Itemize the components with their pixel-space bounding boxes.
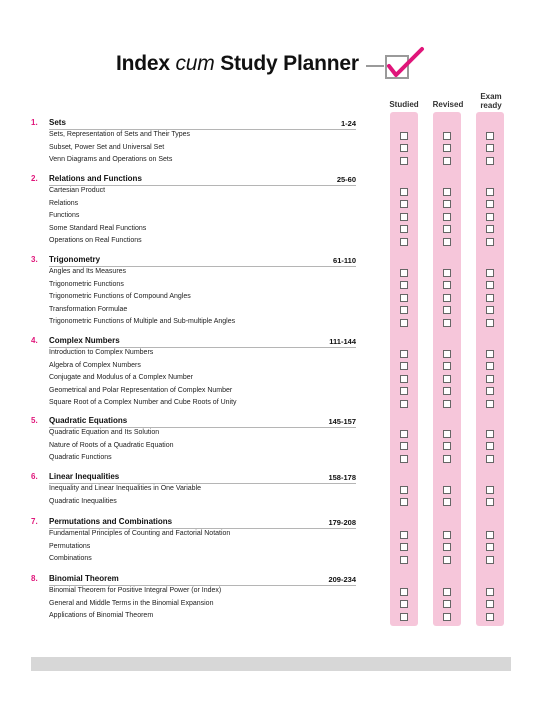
exam-ready-checkbox[interactable] xyxy=(486,498,494,506)
revised-checkbox[interactable] xyxy=(443,430,451,438)
revised-checkbox[interactable] xyxy=(443,362,451,370)
studied-checkbox[interactable] xyxy=(400,442,408,450)
chapter-title: Complex Numbers xyxy=(49,336,120,345)
exam-ready-checkbox[interactable] xyxy=(486,294,494,302)
exam-ready-checkbox[interactable] xyxy=(486,238,494,246)
revised-checkbox[interactable] xyxy=(443,200,451,208)
revised-checkbox[interactable] xyxy=(443,543,451,551)
chapter-title: Quadratic Equations xyxy=(49,416,128,425)
chapter-pages: 1-24 xyxy=(340,118,356,128)
chapter-rule xyxy=(49,528,356,529)
chapter-number: 3. xyxy=(31,255,38,264)
topic-item: Permutations xyxy=(49,542,91,550)
exam-ready-checkbox[interactable] xyxy=(486,319,494,327)
topic-item: Quadratic Functions xyxy=(49,454,112,462)
revised-checkbox[interactable] xyxy=(443,498,451,506)
chapter-number: 5. xyxy=(31,416,38,425)
studied-checkbox[interactable] xyxy=(400,455,408,463)
studied-checkbox[interactable] xyxy=(400,281,408,289)
studied-checkbox[interactable] xyxy=(400,613,408,621)
revised-checkbox[interactable] xyxy=(443,157,451,165)
revised-checkbox[interactable] xyxy=(443,350,451,358)
chapter-number: 6. xyxy=(31,472,38,481)
topic-item: Nature of Roots of a Quadratic Equation xyxy=(49,441,174,449)
studied-checkbox[interactable] xyxy=(400,531,408,539)
studied-checkbox[interactable] xyxy=(400,157,408,165)
exam-ready-checkbox[interactable] xyxy=(486,157,494,165)
exam-ready-checkbox[interactable] xyxy=(486,132,494,140)
chapter-rule xyxy=(49,483,356,484)
chapter-number: 8. xyxy=(31,574,38,583)
exam-ready-checkbox[interactable] xyxy=(486,556,494,564)
chapter-number: 4. xyxy=(31,336,38,345)
studied-checkbox[interactable] xyxy=(400,543,408,551)
chapter-rule xyxy=(49,585,356,586)
exam-ready-checkbox[interactable] xyxy=(486,613,494,621)
exam-ready-checkbox[interactable] xyxy=(486,430,494,438)
chapter-pages: 61-110 xyxy=(333,255,356,265)
revised-checkbox[interactable] xyxy=(443,375,451,383)
topic-item: Quadratic Equation and Its Solution xyxy=(49,429,160,436)
studied-checkbox[interactable] xyxy=(400,350,408,358)
revised-checkbox[interactable] xyxy=(443,588,451,596)
studied-checkbox[interactable] xyxy=(400,430,408,438)
studied-checkbox[interactable] xyxy=(400,294,408,302)
studied-checkbox[interactable] xyxy=(400,306,408,314)
topic-item: Quadratic Inequalities xyxy=(49,497,117,505)
topic-item: Fundamental Principles of Counting and Factorial Notation xyxy=(49,530,231,537)
topic-item: Cartesian Product xyxy=(49,187,106,194)
exam-ready-checkbox[interactable] xyxy=(486,350,494,358)
revised-checkbox[interactable] xyxy=(443,281,451,289)
revised-checkbox[interactable] xyxy=(443,400,451,408)
exam-ready-checkbox[interactable] xyxy=(486,531,494,539)
chapter-rule xyxy=(49,185,356,186)
chapter-rule xyxy=(49,266,356,267)
studied-checkbox[interactable] xyxy=(400,225,408,233)
exam-ready-checkbox[interactable] xyxy=(486,400,494,408)
revised-checkbox[interactable] xyxy=(443,238,451,246)
chapter-number: 2. xyxy=(31,174,38,183)
topic-item: Relations xyxy=(49,199,79,207)
revised-checkbox[interactable] xyxy=(443,531,451,539)
revised-checkbox[interactable] xyxy=(443,442,451,450)
revised-checkbox[interactable] xyxy=(443,294,451,302)
chapter-rule xyxy=(49,347,356,348)
studied-checkbox[interactable] xyxy=(400,486,408,494)
topic-item: Trigonometric Functions xyxy=(49,280,124,288)
studied-checkbox[interactable] xyxy=(400,387,408,395)
chapter-title: Trigonometry xyxy=(49,255,101,264)
topic-item: Operations on Real Functions xyxy=(49,237,142,245)
studied-checkbox[interactable] xyxy=(400,400,408,408)
exam-ready-checkbox[interactable] xyxy=(486,375,494,383)
exam-ready-line1: Exam xyxy=(480,92,502,101)
chapter-pages: 111-144 xyxy=(329,336,356,346)
exam-ready-checkbox[interactable] xyxy=(486,144,494,152)
exam-ready-checkbox[interactable] xyxy=(486,306,494,314)
title-post: Study Planner xyxy=(214,52,359,75)
chapter-rule xyxy=(49,129,356,130)
chapter-pages: 179-208 xyxy=(328,517,356,527)
chapter-title: Relations and Functions xyxy=(49,174,142,183)
studied-checkbox[interactable] xyxy=(400,600,408,608)
topic-item: Angles and Its Measures xyxy=(49,268,127,275)
exam-ready-checkbox[interactable] xyxy=(486,213,494,221)
topic-item: Binomial Theorem for Positive Integral Power (or Index) xyxy=(49,587,222,594)
topic-item: Conjugate and Modulus of a Complex Number xyxy=(49,374,193,382)
exam-ready-checkbox[interactable] xyxy=(486,269,494,277)
exam-ready-line2: ready xyxy=(480,101,502,110)
studied-checkbox[interactable] xyxy=(400,588,408,596)
chapter-title: Binomial Theorem xyxy=(49,574,119,583)
exam-ready-checkbox[interactable] xyxy=(486,200,494,208)
exam-ready-checkbox[interactable] xyxy=(486,455,494,463)
studied-checkbox[interactable] xyxy=(400,319,408,327)
chapter-pages: 158-178 xyxy=(328,472,356,482)
revised-checkbox[interactable] xyxy=(443,269,451,277)
revised-checkbox[interactable] xyxy=(443,306,451,314)
title-mid: cum xyxy=(175,52,215,75)
exam-ready-checkbox[interactable] xyxy=(486,486,494,494)
topic-item: Inequality and Linear Inequalities in One Variable xyxy=(49,485,202,492)
exam-ready-checkbox[interactable] xyxy=(486,188,494,196)
revised-checkbox[interactable] xyxy=(443,144,451,152)
studied-checkbox[interactable] xyxy=(400,132,408,140)
topic-item: Subset, Power Set and Universal Set xyxy=(49,143,165,151)
topic-item: Combinations xyxy=(49,555,92,563)
exam-ready-checkbox[interactable] xyxy=(486,543,494,551)
column-header-revised: Revised xyxy=(432,100,464,109)
chapter-title: Permutations and Combinations xyxy=(49,517,173,526)
revised-checkbox[interactable] xyxy=(443,455,451,463)
topic-item: Some Standard Real Functions xyxy=(49,224,147,232)
chapter-number: 7. xyxy=(31,517,38,526)
revised-checkbox[interactable] xyxy=(443,613,451,621)
revised-checkbox[interactable] xyxy=(443,556,451,564)
topic-item: Algebra of Complex Numbers xyxy=(49,361,141,369)
topic-item: Venn Diagrams and Operations on Sets xyxy=(49,156,173,164)
studied-checkbox[interactable] xyxy=(400,213,408,221)
chapter-rule xyxy=(49,427,356,428)
studied-checkbox[interactable] xyxy=(400,269,408,277)
studied-checkbox[interactable] xyxy=(400,362,408,370)
exam-ready-checkbox[interactable] xyxy=(486,281,494,289)
topic-item: Trigonometric Functions of Compound Angles xyxy=(49,293,191,301)
topic-item: Transformation Formulae xyxy=(49,305,128,313)
exam-ready-checkbox[interactable] xyxy=(486,600,494,608)
topic-item: Trigonometric Functions of Multiple and Sub-multiple Angles xyxy=(49,318,236,326)
exam-ready-checkbox[interactable] xyxy=(486,225,494,233)
studied-checkbox[interactable] xyxy=(400,375,408,383)
topic-item: Applications of Binomial Theorem xyxy=(49,612,154,620)
revised-checkbox[interactable] xyxy=(443,213,451,221)
topic-item: Introduction to Complex Numbers xyxy=(49,349,154,356)
chapter-pages: 145-157 xyxy=(328,416,356,426)
revised-checkbox[interactable] xyxy=(443,225,451,233)
exam-ready-checkbox[interactable] xyxy=(486,588,494,596)
studied-checkbox[interactable] xyxy=(400,498,408,506)
column-header-studied: Studied xyxy=(389,100,419,109)
exam-ready-checkbox[interactable] xyxy=(486,362,494,370)
chapter-pages: 25-60 xyxy=(336,174,356,184)
revised-checkbox[interactable] xyxy=(443,188,451,196)
footer-bar xyxy=(31,657,511,671)
studied-checkbox[interactable] xyxy=(400,200,408,208)
revised-checkbox[interactable] xyxy=(443,600,451,608)
topic-item: Sets, Representation of Sets and Their Types xyxy=(49,131,190,138)
studied-checkbox[interactable] xyxy=(400,238,408,246)
topic-item: Geometrical and Polar Representation of Complex Number xyxy=(49,386,233,394)
exam-ready-checkbox[interactable] xyxy=(486,387,494,395)
chapter-title: Linear Inequalities xyxy=(49,472,120,481)
revised-checkbox[interactable] xyxy=(443,319,451,327)
chapter-title: Sets xyxy=(49,118,66,127)
studied-checkbox[interactable] xyxy=(400,144,408,152)
studied-checkbox[interactable] xyxy=(400,556,408,564)
topic-item: Square Root of a Complex Number and Cube Roots of Unity xyxy=(49,399,237,407)
title-pre: Index xyxy=(116,52,176,75)
studied-checkbox[interactable] xyxy=(400,188,408,196)
revised-checkbox[interactable] xyxy=(443,132,451,140)
chapter-number: 1. xyxy=(31,118,38,127)
revised-checkbox[interactable] xyxy=(443,486,451,494)
exam-ready-checkbox[interactable] xyxy=(486,442,494,450)
topic-item: Functions xyxy=(49,212,80,220)
chapter-pages: 209-234 xyxy=(328,574,356,584)
topic-item: General and Middle Terms in the Binomial Expansion xyxy=(49,599,214,607)
revised-checkbox[interactable] xyxy=(443,387,451,395)
